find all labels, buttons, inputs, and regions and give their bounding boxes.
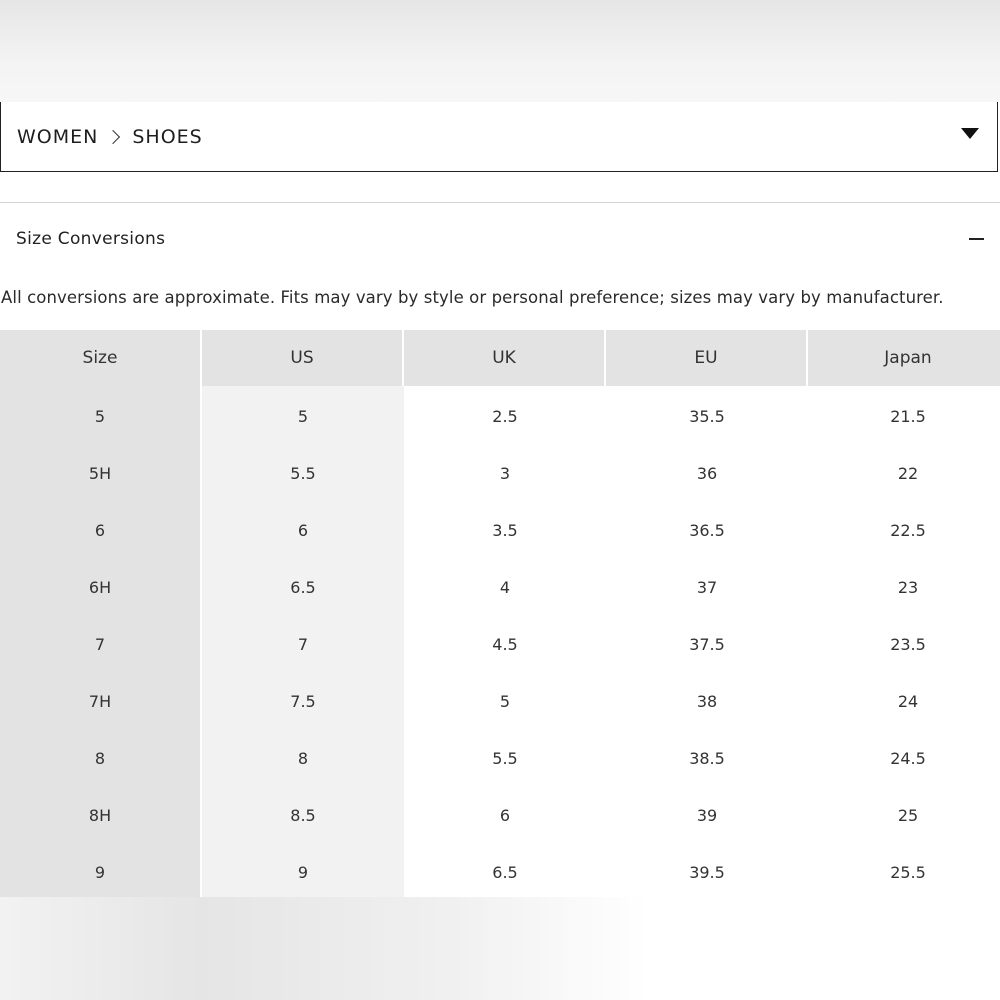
table-row: [0, 386, 1000, 445]
table-cell-size: 6H: [0, 559, 202, 616]
size-conversions-accordion-header[interactable]: [0, 203, 1000, 275]
minus-icon[interactable]: [969, 238, 984, 240]
table-row: [0, 445, 1000, 502]
bottom-background: [0, 897, 1000, 1000]
table-cell-us: 6: [202, 502, 404, 559]
top-background: [0, 0, 1000, 102]
table-row: [0, 559, 1000, 616]
table-cell-japan: 22: [808, 445, 1000, 502]
table-cell-uk: 4.5: [404, 616, 606, 673]
table-cell-size: 9: [0, 844, 202, 901]
table-cell-japan: 22.5: [808, 502, 1000, 559]
table-cell-size: 8: [0, 730, 202, 787]
table-cell-eu: 36: [606, 445, 808, 502]
size-conversion-table: [0, 330, 1000, 901]
column-header-uk: UK: [404, 330, 606, 386]
table-cell-size: 7H: [0, 673, 202, 730]
table-cell-eu: 35.5: [606, 386, 808, 445]
table-cell-us: 9: [202, 844, 404, 901]
table-cell-eu: 39.5: [606, 844, 808, 901]
table-cell-eu: 38: [606, 673, 808, 730]
table-cell-japan: 21.5: [808, 386, 1000, 445]
table-cell-uk: 4: [404, 559, 606, 616]
table-row: [0, 844, 1000, 901]
table-header-row: [0, 330, 1000, 386]
table-cell-eu: 37.5: [606, 616, 808, 673]
table-cell-japan: 25.5: [808, 844, 1000, 901]
table-cell-size: 5H: [0, 445, 202, 502]
table-cell-size: 7: [0, 616, 202, 673]
table-row: [0, 673, 1000, 730]
breadcrumb-subcategory: SHOES: [132, 125, 203, 148]
column-header-size: Size: [0, 330, 202, 386]
table-cell-size: 5: [0, 386, 202, 445]
table-cell-japan: 24.5: [808, 730, 1000, 787]
table-cell-japan: 23.5: [808, 616, 1000, 673]
table-cell-japan: 25: [808, 787, 1000, 844]
column-header-japan: Japan: [808, 330, 1000, 386]
column-header-us: US: [202, 330, 404, 386]
table-cell-uk: 6: [404, 787, 606, 844]
table-cell-us: 5: [202, 386, 404, 445]
table-row: [0, 730, 1000, 787]
caret-down-icon[interactable]: [961, 128, 979, 139]
table-row: [0, 787, 1000, 844]
table-cell-us: 7.5: [202, 673, 404, 730]
table-cell-uk: 3: [404, 445, 606, 502]
table-cell-eu: 37: [606, 559, 808, 616]
table-cell-eu: 38.5: [606, 730, 808, 787]
table-cell-japan: 24: [808, 673, 1000, 730]
section-title: Size Conversions: [16, 229, 166, 249]
table-cell-size: 6: [0, 502, 202, 559]
table-cell-size: 8H: [0, 787, 202, 844]
table-cell-us: 8.5: [202, 787, 404, 844]
table-cell-us: 8: [202, 730, 404, 787]
table-row: [0, 502, 1000, 559]
breadcrumb: [17, 126, 203, 148]
table-cell-eu: 39: [606, 787, 808, 844]
conversion-disclaimer: All conversions are approximate. Fits may vary by style or personal preference; sizes may vary by manufacturer.: [1, 288, 944, 307]
table-cell-uk: 5.5: [404, 730, 606, 787]
table-cell-uk: 6.5: [404, 844, 606, 901]
table-cell-us: 6.5: [202, 559, 404, 616]
table-row: [0, 616, 1000, 673]
category-dropdown[interactable]: [0, 102, 998, 172]
table-cell-uk: 3.5: [404, 502, 606, 559]
table-cell-uk: 5: [404, 673, 606, 730]
table-cell-japan: 23: [808, 559, 1000, 616]
table-cell-us: 7: [202, 616, 404, 673]
column-header-eu: EU: [606, 330, 808, 386]
table-cell-uk: 2.5: [404, 386, 606, 445]
table-cell-us: 5.5: [202, 445, 404, 502]
breadcrumb-category: WOMEN: [17, 125, 99, 148]
table-cell-eu: 36.5: [606, 502, 808, 559]
chevron-right-icon: [106, 129, 120, 143]
